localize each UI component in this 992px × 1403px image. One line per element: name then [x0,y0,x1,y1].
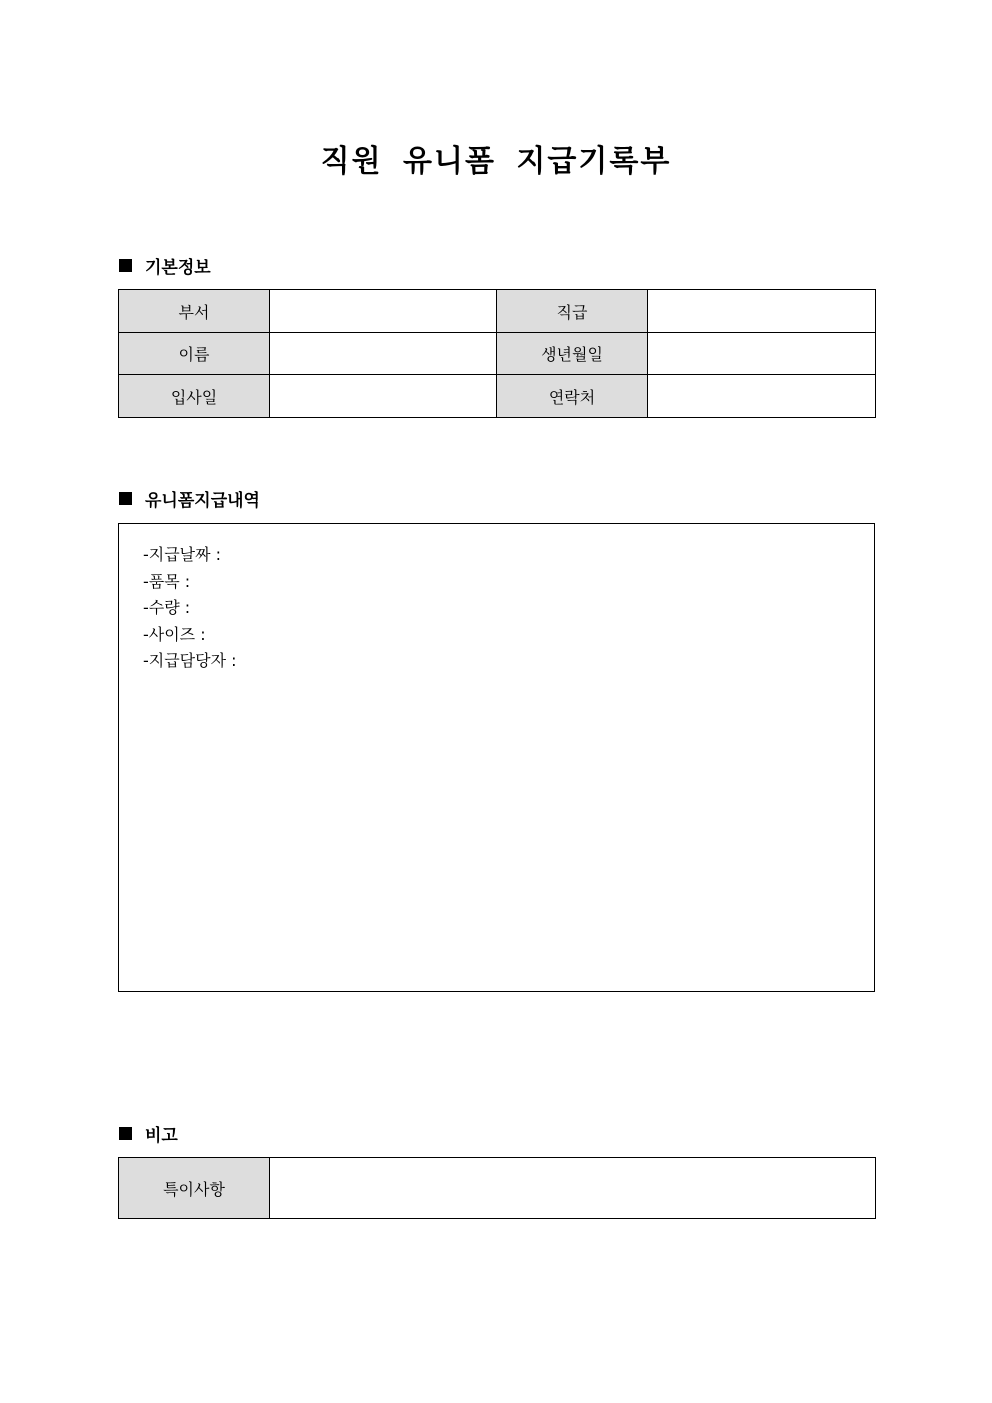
birthdate-field[interactable] [648,333,876,375]
quantity-item: -수량 : [143,598,191,617]
contact-label: 연락처 [497,375,648,418]
square-bullet-icon [119,492,132,505]
position-label: 직급 [497,290,648,333]
issuer-item: -지급담당자 : [143,651,237,670]
table-row [119,1158,876,1219]
size-item: -사이즈 : [143,624,206,644]
table-row [119,375,876,418]
special-notes-label: 특이사항 [119,1158,270,1219]
section-heading-label: 유니폼지급내역 [145,490,260,511]
issuance-details-list [143,542,237,675]
basic-info-table [118,289,876,418]
position-field[interactable] [648,290,876,333]
issuance-details-box[interactable] [118,523,875,992]
hire-date-field[interactable] [270,375,497,418]
remarks-table [118,1157,876,1219]
contact-field[interactable] [648,375,876,418]
name-label: 이름 [119,333,270,375]
name-field[interactable] [270,333,497,375]
department-label: 부서 [119,290,270,333]
item-name-item: -품목 : [143,571,191,591]
document-title: 직원 유니폼 지급기록부 [320,144,672,179]
special-notes-field[interactable] [270,1158,876,1219]
department-field[interactable] [270,290,497,333]
hire-date-label: 입사일 [119,375,270,418]
square-bullet-icon [119,1127,132,1140]
table-row [119,290,876,333]
section-heading-remarks [119,1121,178,1145]
square-bullet-icon [119,259,132,272]
section-heading-label: 기본정보 [145,257,211,278]
section-heading-basic-info [119,253,211,277]
section-heading-issuance [119,486,260,510]
birthdate-label: 생년월일 [497,333,648,375]
table-row [119,333,876,375]
section-heading-label: 비고 [145,1125,178,1146]
issue-date-item: -지급날짜 : [143,545,222,564]
